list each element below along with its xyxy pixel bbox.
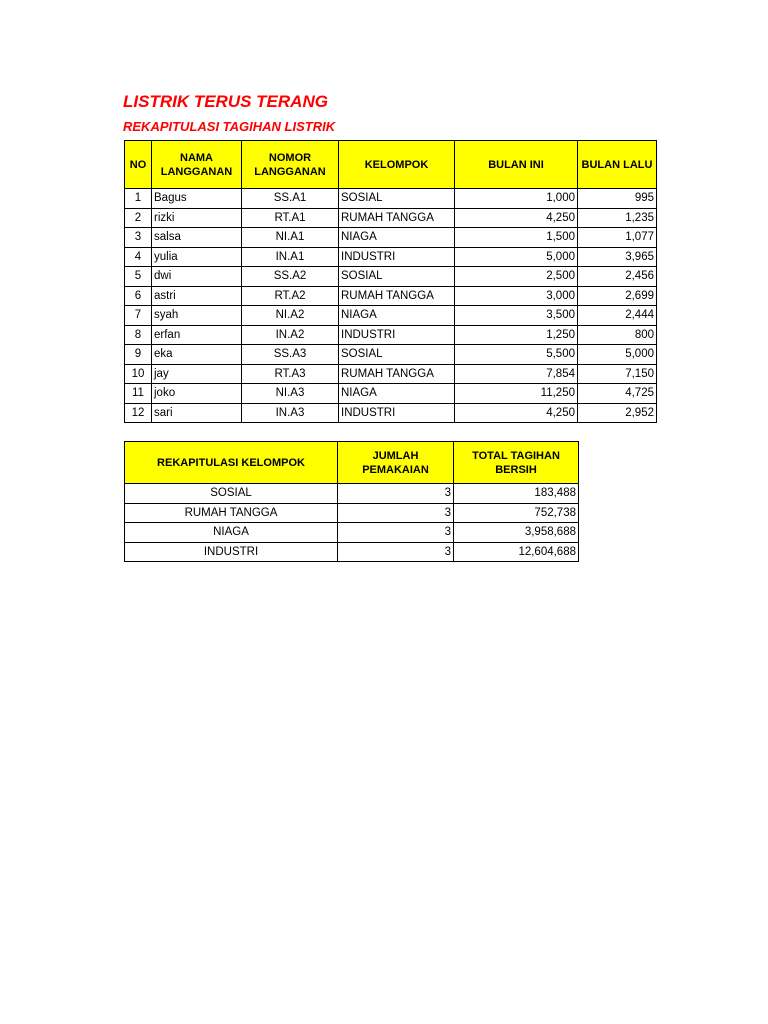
- cell-bulan-ini: 5,500: [455, 345, 578, 365]
- cell-kelompok: NIAGA: [339, 228, 455, 248]
- cell-nomor-langganan: RT.A2: [242, 286, 339, 306]
- cell-jumlah-pemakaian: 3: [338, 542, 454, 562]
- cell-no: 1: [125, 189, 152, 209]
- cell-nama-langganan: yulia: [152, 247, 242, 267]
- cell-bulan-lalu: 4,725: [578, 384, 657, 404]
- cell-kelompok: INDUSTRI: [339, 325, 455, 345]
- billing-table-body: [125, 189, 657, 423]
- cell-rekap-kelompok: RUMAH TANGGA: [125, 503, 338, 523]
- cell-no: 8: [125, 325, 152, 345]
- cell-no: 2: [125, 208, 152, 228]
- cell-bulan-ini: 1,000: [455, 189, 578, 209]
- cell-kelompok: SOSIAL: [339, 345, 455, 365]
- table-row: [125, 189, 657, 209]
- header-nomor-langganan: NOMOR LANGGANAN: [242, 141, 339, 189]
- cell-nama-langganan: erfan: [152, 325, 242, 345]
- table-row: [125, 306, 657, 326]
- table-row: [125, 542, 579, 562]
- cell-total-tagihan-bersih: 183,488: [454, 484, 579, 504]
- cell-no: 12: [125, 403, 152, 423]
- cell-no: 9: [125, 345, 152, 365]
- cell-nama-langganan: dwi: [152, 267, 242, 287]
- billing-table-header: [125, 141, 657, 189]
- cell-nama-langganan: Bagus: [152, 189, 242, 209]
- billing-table: [124, 140, 657, 423]
- cell-kelompok: INDUSTRI: [339, 247, 455, 267]
- cell-bulan-ini: 3,000: [455, 286, 578, 306]
- header-no: NO: [125, 141, 152, 189]
- cell-nomor-langganan: SS.A2: [242, 267, 339, 287]
- header-total-tagihan-bersih: TOTAL TAGIHAN BERSIH: [454, 442, 579, 484]
- cell-bulan-ini: 1,250: [455, 325, 578, 345]
- cell-bulan-lalu: 3,965: [578, 247, 657, 267]
- cell-bulan-ini: 11,250: [455, 384, 578, 404]
- cell-bulan-lalu: 2,444: [578, 306, 657, 326]
- cell-bulan-ini: 1,500: [455, 228, 578, 248]
- cell-no: 6: [125, 286, 152, 306]
- cell-nama-langganan: astri: [152, 286, 242, 306]
- cell-bulan-ini: 2,500: [455, 267, 578, 287]
- cell-nama-langganan: joko: [152, 384, 242, 404]
- cell-bulan-lalu: 2,952: [578, 403, 657, 423]
- cell-nomor-langganan: NI.A1: [242, 228, 339, 248]
- cell-bulan-lalu: 5,000: [578, 345, 657, 365]
- table-row: [125, 228, 657, 248]
- table-row: [125, 345, 657, 365]
- header-rekapitulasi-kelompok: REKAPITULASI KELOMPOK: [125, 442, 338, 484]
- table-row: [125, 384, 657, 404]
- cell-no: 4: [125, 247, 152, 267]
- cell-kelompok: RUMAH TANGGA: [339, 364, 455, 384]
- summary-table-header: [125, 442, 579, 484]
- cell-jumlah-pemakaian: 3: [338, 484, 454, 504]
- cell-nama-langganan: jay: [152, 364, 242, 384]
- cell-kelompok: NIAGA: [339, 384, 455, 404]
- page-subtitle: REKAPITULASI TAGIHAN LISTRIK: [123, 119, 336, 134]
- header-jumlah-pemakaian: JUMLAH PEMAKAIAN: [338, 442, 454, 484]
- cell-nomor-langganan: IN.A2: [242, 325, 339, 345]
- cell-kelompok: INDUSTRI: [339, 403, 455, 423]
- page-title: LISTRIK TERUS TERANG: [123, 92, 328, 111]
- table-row: [125, 503, 579, 523]
- cell-total-tagihan-bersih: 12,604,688: [454, 542, 579, 562]
- cell-jumlah-pemakaian: 3: [338, 523, 454, 543]
- header-bulan-lalu: BULAN LALU: [578, 141, 657, 189]
- cell-no: 3: [125, 228, 152, 248]
- cell-nomor-langganan: SS.A1: [242, 189, 339, 209]
- cell-jumlah-pemakaian: 3: [338, 503, 454, 523]
- header-nama-langganan: NAMA LANGGANAN: [152, 141, 242, 189]
- cell-bulan-lalu: 800: [578, 325, 657, 345]
- cell-nama-langganan: eka: [152, 345, 242, 365]
- cell-nomor-langganan: IN.A3: [242, 403, 339, 423]
- cell-nomor-langganan: RT.A3: [242, 364, 339, 384]
- cell-nama-langganan: rizki: [152, 208, 242, 228]
- cell-kelompok: NIAGA: [339, 306, 455, 326]
- cell-rekap-kelompok: NIAGA: [125, 523, 338, 543]
- cell-bulan-lalu: 2,456: [578, 267, 657, 287]
- cell-rekap-kelompok: SOSIAL: [125, 484, 338, 504]
- cell-total-tagihan-bersih: 752,738: [454, 503, 579, 523]
- cell-nomor-langganan: RT.A1: [242, 208, 339, 228]
- cell-bulan-ini: 3,500: [455, 306, 578, 326]
- cell-bulan-lalu: 7,150: [578, 364, 657, 384]
- cell-kelompok: SOSIAL: [339, 267, 455, 287]
- cell-no: 5: [125, 267, 152, 287]
- cell-no: 10: [125, 364, 152, 384]
- table-row: [125, 325, 657, 345]
- table-row: [125, 267, 657, 287]
- cell-kelompok: RUMAH TANGGA: [339, 208, 455, 228]
- table-row: [125, 523, 579, 543]
- cell-bulan-ini: 4,250: [455, 403, 578, 423]
- cell-nama-langganan: sari: [152, 403, 242, 423]
- table-row: [125, 364, 657, 384]
- table-row: [125, 247, 657, 267]
- table-row: [125, 484, 579, 504]
- cell-bulan-lalu: 995: [578, 189, 657, 209]
- cell-no: 11: [125, 384, 152, 404]
- cell-nomor-langganan: IN.A1: [242, 247, 339, 267]
- cell-bulan-lalu: 1,235: [578, 208, 657, 228]
- table-row: [125, 403, 657, 423]
- cell-nama-langganan: syah: [152, 306, 242, 326]
- cell-nomor-langganan: NI.A2: [242, 306, 339, 326]
- cell-rekap-kelompok: INDUSTRI: [125, 542, 338, 562]
- header-kelompok: KELOMPOK: [339, 141, 455, 189]
- cell-bulan-ini: 7,854: [455, 364, 578, 384]
- cell-kelompok: RUMAH TANGGA: [339, 286, 455, 306]
- cell-nomor-langganan: SS.A3: [242, 345, 339, 365]
- cell-bulan-lalu: 2,699: [578, 286, 657, 306]
- summary-table: [124, 441, 579, 562]
- table-row: [125, 286, 657, 306]
- cell-nomor-langganan: NI.A3: [242, 384, 339, 404]
- table-row: [125, 208, 657, 228]
- header-bulan-ini: BULAN INI: [455, 141, 578, 189]
- cell-kelompok: SOSIAL: [339, 189, 455, 209]
- summary-table-body: [125, 484, 579, 562]
- cell-bulan-ini: 5,000: [455, 247, 578, 267]
- cell-total-tagihan-bersih: 3,958,688: [454, 523, 579, 543]
- cell-bulan-ini: 4,250: [455, 208, 578, 228]
- cell-no: 7: [125, 306, 152, 326]
- cell-nama-langganan: salsa: [152, 228, 242, 248]
- cell-bulan-lalu: 1,077: [578, 228, 657, 248]
